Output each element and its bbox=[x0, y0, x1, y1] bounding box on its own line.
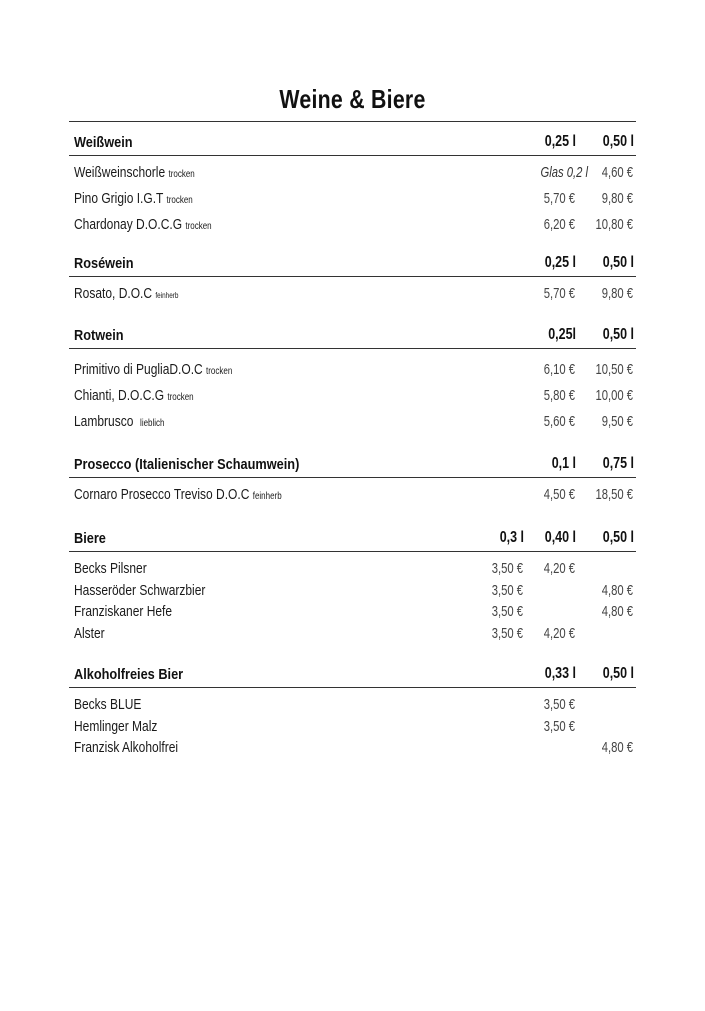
price-033: 3,50 € bbox=[543, 717, 575, 735]
price-050: 4,80 € bbox=[601, 581, 633, 599]
price-03: 3,50 € bbox=[491, 560, 523, 577]
price-033: 3,50 € bbox=[543, 696, 575, 713]
column-header-075: 0,75 l bbox=[602, 455, 634, 472]
price-050: 9,80 € bbox=[601, 190, 633, 207]
column-header-050: 0,50 l bbox=[602, 665, 634, 682]
item-note: feinherb bbox=[252, 491, 282, 502]
item-name: Weißweinschorle bbox=[74, 164, 166, 181]
price-03: 3,50 € bbox=[491, 624, 523, 642]
menu-item bbox=[69, 383, 636, 409]
section-title: Weißwein bbox=[74, 134, 133, 151]
price-050: 9,80 € bbox=[601, 285, 633, 302]
price-050: 9,50 € bbox=[601, 413, 633, 430]
title-divider bbox=[69, 121, 636, 122]
column-header-01: 0,1 l bbox=[551, 455, 576, 472]
price-03: 3,50 € bbox=[491, 603, 523, 620]
item-name: Pino Grigio I.G.T bbox=[74, 190, 164, 207]
item-name: Chianti, D.O.C.G bbox=[74, 387, 165, 404]
item-name: Becks BLUE bbox=[74, 696, 142, 713]
section-title: Rotwein bbox=[74, 327, 124, 344]
item-note: trocken bbox=[206, 366, 233, 377]
section-biere bbox=[69, 529, 636, 642]
item-note: trocken bbox=[185, 221, 212, 232]
item-name: Franziskaner Hefe bbox=[74, 603, 173, 620]
item-note: feinherb bbox=[155, 291, 179, 300]
section-header bbox=[69, 254, 636, 277]
menu-item bbox=[69, 357, 636, 383]
price-050: 4,80 € bbox=[601, 603, 633, 620]
price-050: 4,60 € bbox=[601, 164, 633, 181]
item-name: Alster bbox=[74, 624, 105, 642]
section-header bbox=[69, 326, 636, 349]
column-header-03: 0,3 l bbox=[499, 529, 524, 546]
column-header-050: 0,50 l bbox=[602, 326, 634, 343]
section-title: Prosecco (Italienischer Schaumwein) bbox=[74, 456, 300, 473]
item-name: Cornaro Prosecco Treviso D.O.C bbox=[74, 486, 250, 503]
section-title: Roséwein bbox=[74, 255, 134, 272]
section-alkoholfrei bbox=[69, 665, 636, 757]
price-050: 10,80 € bbox=[595, 216, 633, 233]
column-header-050: 0,50 l bbox=[602, 133, 634, 150]
section-header bbox=[69, 133, 636, 156]
column-header-050: 0,50 l bbox=[602, 254, 634, 271]
item-name: Becks Pilsner bbox=[74, 560, 147, 577]
item-name: Rosato, D.O.C bbox=[74, 285, 153, 302]
menu-item bbox=[69, 160, 636, 186]
menu-item bbox=[69, 735, 636, 757]
price-075: 18,50 € bbox=[595, 486, 633, 503]
item-note: trocken bbox=[167, 392, 194, 403]
section-header bbox=[69, 665, 636, 688]
item-note: trocken bbox=[168, 169, 195, 180]
section-title: Biere bbox=[74, 530, 106, 547]
price-025: 5,80 € bbox=[543, 387, 575, 404]
menu-item bbox=[69, 714, 636, 736]
item-name: Lambrusco bbox=[74, 413, 134, 430]
price-040: 4,20 € bbox=[543, 624, 575, 642]
price-050: 10,00 € bbox=[595, 387, 633, 404]
menu-item bbox=[69, 692, 636, 714]
menu-item bbox=[69, 599, 636, 621]
column-header-050: 0,50 l bbox=[602, 529, 634, 546]
price-040: 4,20 € bbox=[543, 560, 575, 577]
column-header-040: 0,40 l bbox=[544, 529, 576, 546]
menu-item bbox=[69, 482, 636, 508]
price-025: 5,60 € bbox=[543, 413, 575, 430]
price-025: 5,70 € bbox=[543, 190, 575, 207]
price-03: 3,50 € bbox=[491, 581, 523, 599]
price-glas: Glas 0,2 l bbox=[540, 164, 588, 181]
item-name: Chardonay D.O.C.G bbox=[74, 216, 183, 233]
price-025: 6,10 € bbox=[543, 361, 575, 378]
item-name: Primitivo di PugliaD.O.C bbox=[74, 361, 203, 378]
price-050: 10,50 € bbox=[595, 361, 633, 378]
price-050: 4,80 € bbox=[601, 739, 633, 756]
column-header-025: 0,25 l bbox=[544, 254, 576, 271]
section-header bbox=[69, 529, 636, 552]
menu-item bbox=[69, 186, 636, 212]
section-prosecco bbox=[69, 455, 636, 508]
price-025: 5,70 € bbox=[543, 285, 575, 302]
menu-item bbox=[69, 578, 636, 600]
item-note: lieblich bbox=[140, 418, 165, 429]
price-01: 4,50 € bbox=[543, 486, 575, 503]
section-title: Alkoholfreies Bier bbox=[74, 666, 184, 683]
menu-item bbox=[69, 212, 636, 238]
page-title: Weine & Biere bbox=[279, 84, 426, 114]
section-rosewein bbox=[69, 254, 636, 307]
price-025: 6,20 € bbox=[543, 216, 575, 233]
column-header-033: 0,33 l bbox=[544, 665, 576, 682]
item-note: trocken bbox=[166, 195, 193, 206]
item-name: Franzisk Alkoholfrei bbox=[74, 739, 179, 756]
column-header-025: 0,25l bbox=[548, 326, 576, 343]
menu-item bbox=[69, 409, 636, 435]
section-header bbox=[69, 455, 636, 478]
section-rotwein bbox=[69, 326, 636, 435]
menu-item bbox=[69, 621, 636, 643]
section-weisswein bbox=[69, 133, 636, 238]
item-name: Hemlinger Malz bbox=[74, 717, 158, 735]
menu-item bbox=[69, 281, 636, 307]
column-header-025: 0,25 l bbox=[544, 133, 576, 150]
item-name: Hasseröder Schwarzbier bbox=[74, 581, 206, 599]
menu-item bbox=[69, 556, 636, 578]
